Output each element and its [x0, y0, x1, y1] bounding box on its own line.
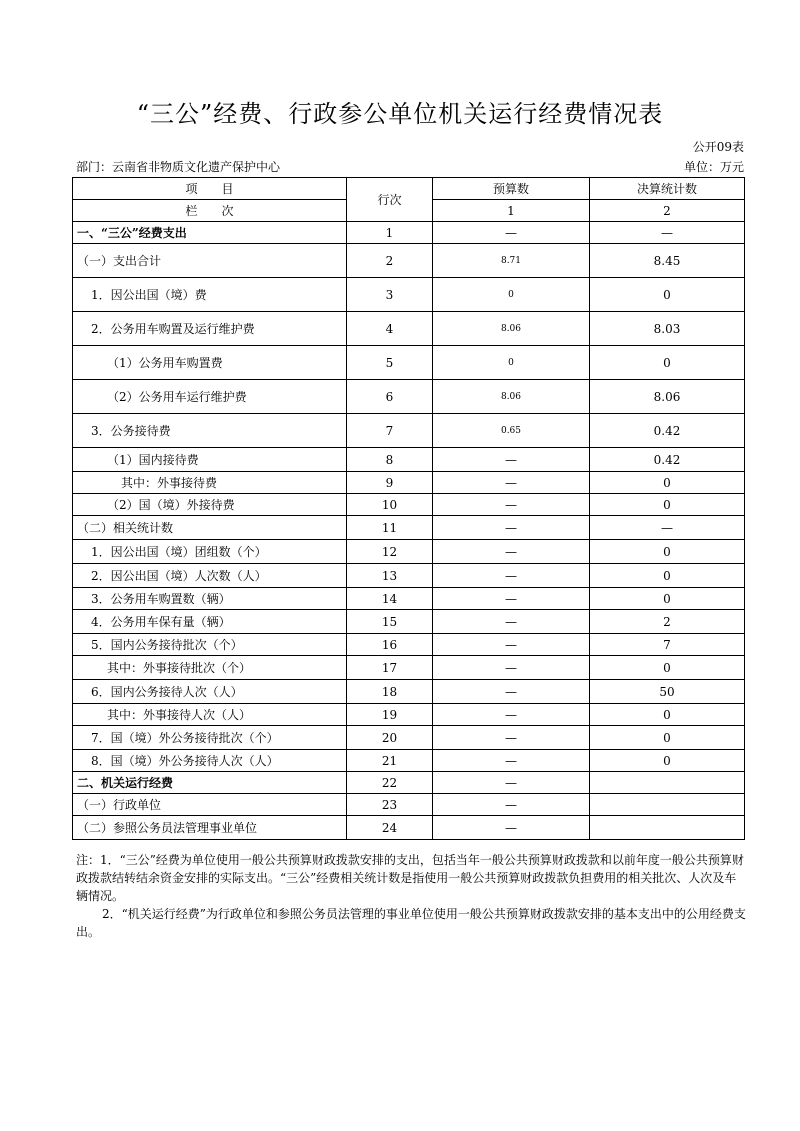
row-number: 4 — [347, 312, 433, 346]
row-budget: 8.71 — [433, 244, 590, 278]
row-number: 19 — [347, 704, 433, 726]
row-number: 20 — [347, 726, 433, 750]
table-row — [73, 610, 745, 634]
row-label: 4．公务用车保有量（辆） — [73, 610, 347, 634]
table-row — [73, 494, 745, 516]
row-number: 15 — [347, 610, 433, 634]
row-label: （2）公务用车运行维护费 — [73, 380, 347, 414]
header-actual: 决算统计数 — [590, 178, 745, 200]
header-budget-col: 1 — [433, 200, 590, 222]
row-actual: 0 — [590, 278, 745, 312]
unit-label: 单位：万元 — [683, 160, 744, 174]
header-item: 项 目 — [73, 178, 347, 200]
row-budget: — — [433, 610, 590, 634]
row-label: 5．国内公务接待批次（个） — [73, 634, 347, 656]
row-label: 1．因公出国（境）团组数（个） — [73, 540, 347, 564]
row-label: （二）相关统计数 — [73, 516, 347, 540]
row-budget: — — [433, 494, 590, 516]
row-budget: — — [433, 794, 590, 816]
table-row — [73, 656, 745, 680]
row-actual: — — [590, 222, 745, 244]
row-number: 22 — [347, 772, 433, 794]
table-row — [73, 222, 745, 244]
row-actual: 0 — [590, 704, 745, 726]
notes — [76, 851, 748, 941]
table-row — [73, 448, 745, 472]
row-actual: 8.03 — [590, 312, 745, 346]
row-actual: 0 — [590, 540, 745, 564]
row-label: 2．因公出国（境）人次数（人） — [73, 564, 347, 588]
row-budget: — — [433, 680, 590, 704]
row-actual: 8.45 — [590, 244, 745, 278]
row-label: 其中：外事接待费 — [73, 472, 347, 494]
table-row — [73, 244, 745, 278]
row-actual: 0 — [590, 656, 745, 680]
row-actual: 50 — [590, 680, 745, 704]
table-row — [73, 726, 745, 750]
row-budget: — — [433, 816, 590, 840]
row-number: 13 — [347, 564, 433, 588]
row-number: 7 — [347, 414, 433, 448]
row-label: （2）国（境）外接待费 — [73, 494, 347, 516]
row-budget: — — [433, 772, 590, 794]
row-label: （一）行政单位 — [73, 794, 347, 816]
row-actual: 8.06 — [590, 380, 745, 414]
row-actual — [590, 816, 745, 840]
note-1: 注：1．“三公”经费为单位使用一般公共预算财政拨款安排的支出，包括当年一般公共预算财政拨款和以前年度一般公共预算财政拨款结转结余资金安排的实际支出。“三公”经费相关统计数是指使用一般公共预算财政拨款负担费用的相关批次、人次及车辆情况。 — [76, 853, 744, 903]
table-row — [73, 380, 745, 414]
table-row — [73, 704, 745, 726]
row-number: 11 — [347, 516, 433, 540]
row-number: 16 — [347, 634, 433, 656]
row-actual: 2 — [590, 610, 745, 634]
row-budget: — — [433, 222, 590, 244]
note-2: 2．“机关运行经费”为行政单位和参照公务员法管理的事业单位使用一般公共预算财政拨款安排的基本支出中的公用经费支出。 — [76, 907, 746, 939]
row-budget: 8.06 — [433, 380, 590, 414]
header-budget: 预算数 — [433, 178, 590, 200]
row-budget: — — [433, 726, 590, 750]
row-label: 3．公务接待费 — [73, 414, 347, 448]
row-actual: 0.42 — [590, 414, 745, 448]
row-actual: 0 — [590, 472, 745, 494]
row-number: 8 — [347, 448, 433, 472]
row-budget: — — [433, 656, 590, 680]
row-actual: 0 — [590, 726, 745, 750]
row-actual — [590, 772, 745, 794]
table-row — [73, 312, 745, 346]
row-budget: — — [433, 704, 590, 726]
row-actual: 0.42 — [590, 448, 745, 472]
row-label: （1）公务用车购置费 — [73, 346, 347, 380]
row-actual: 0 — [590, 346, 745, 380]
form-code: 公开09表 — [692, 140, 744, 154]
table-row — [73, 772, 745, 794]
row-number: 1 — [347, 222, 433, 244]
table-row — [73, 750, 745, 772]
row-budget: — — [433, 564, 590, 588]
row-number: 18 — [347, 680, 433, 704]
table-row — [73, 588, 745, 610]
table-row — [73, 794, 745, 816]
header-row-no: 行次 — [347, 178, 433, 222]
header-actual-col: 2 — [590, 200, 745, 222]
row-budget: 0 — [433, 346, 590, 380]
row-budget: — — [433, 750, 590, 772]
row-label: （二）参照公务员法管理事业单位 — [73, 816, 347, 840]
row-label: 一、“三公”经费支出 — [73, 222, 347, 244]
row-number: 10 — [347, 494, 433, 516]
row-budget: — — [433, 448, 590, 472]
header-column: 栏 次 — [73, 200, 347, 222]
row-actual: — — [590, 516, 745, 540]
row-number: 14 — [347, 588, 433, 610]
table-row — [73, 346, 745, 380]
row-budget: 0.65 — [433, 414, 590, 448]
table-row — [73, 278, 745, 312]
page-title: “三公”经费、行政参公单位机关运行经费情况表 — [136, 100, 664, 128]
row-number: 9 — [347, 472, 433, 494]
row-label: 8．国（境）外公务接待人次（人） — [73, 750, 347, 772]
row-label: 6．国内公务接待人次（人） — [73, 680, 347, 704]
row-actual: 0 — [590, 564, 745, 588]
row-number: 12 — [347, 540, 433, 564]
expense-table — [72, 177, 745, 840]
table-row — [73, 414, 745, 448]
row-number: 23 — [347, 794, 433, 816]
row-budget: — — [433, 634, 590, 656]
table-row — [73, 680, 745, 704]
row-label: 3．公务用车购置数（辆） — [73, 588, 347, 610]
table-row — [73, 564, 745, 588]
row-actual: 0 — [590, 750, 745, 772]
row-number: 2 — [347, 244, 433, 278]
row-label: 7．国（境）外公务接待批次（个） — [73, 726, 347, 750]
row-label: 1．因公出国（境）费 — [73, 278, 347, 312]
row-budget: — — [433, 588, 590, 610]
row-actual — [590, 794, 745, 816]
row-number: 24 — [347, 816, 433, 840]
table-row — [73, 472, 745, 494]
row-label: （1）国内接待费 — [73, 448, 347, 472]
header-row-1 — [73, 178, 745, 200]
row-budget: — — [433, 472, 590, 494]
department-label: 部门：云南省非物质文化遗产保护中心 — [76, 160, 281, 174]
row-label: （一）支出合计 — [73, 244, 347, 278]
table-row — [73, 634, 745, 656]
row-label: 二、机关运行经费 — [73, 772, 347, 794]
row-budget: 0 — [433, 278, 590, 312]
table-row — [73, 516, 745, 540]
row-number: 3 — [347, 278, 433, 312]
row-actual: 7 — [590, 634, 745, 656]
row-budget: — — [433, 516, 590, 540]
row-label: 2．公务用车购置及运行维护费 — [73, 312, 347, 346]
table-row — [73, 540, 745, 564]
row-budget: — — [433, 540, 590, 564]
row-number: 17 — [347, 656, 433, 680]
row-label: 其中：外事接待人次（人） — [73, 704, 347, 726]
row-number: 5 — [347, 346, 433, 380]
row-number: 6 — [347, 380, 433, 414]
row-budget: 8.06 — [433, 312, 590, 346]
row-actual: 0 — [590, 588, 745, 610]
row-label: 其中：外事接待批次（个） — [73, 656, 347, 680]
table-row — [73, 816, 745, 840]
row-number: 21 — [347, 750, 433, 772]
row-actual: 0 — [590, 494, 745, 516]
